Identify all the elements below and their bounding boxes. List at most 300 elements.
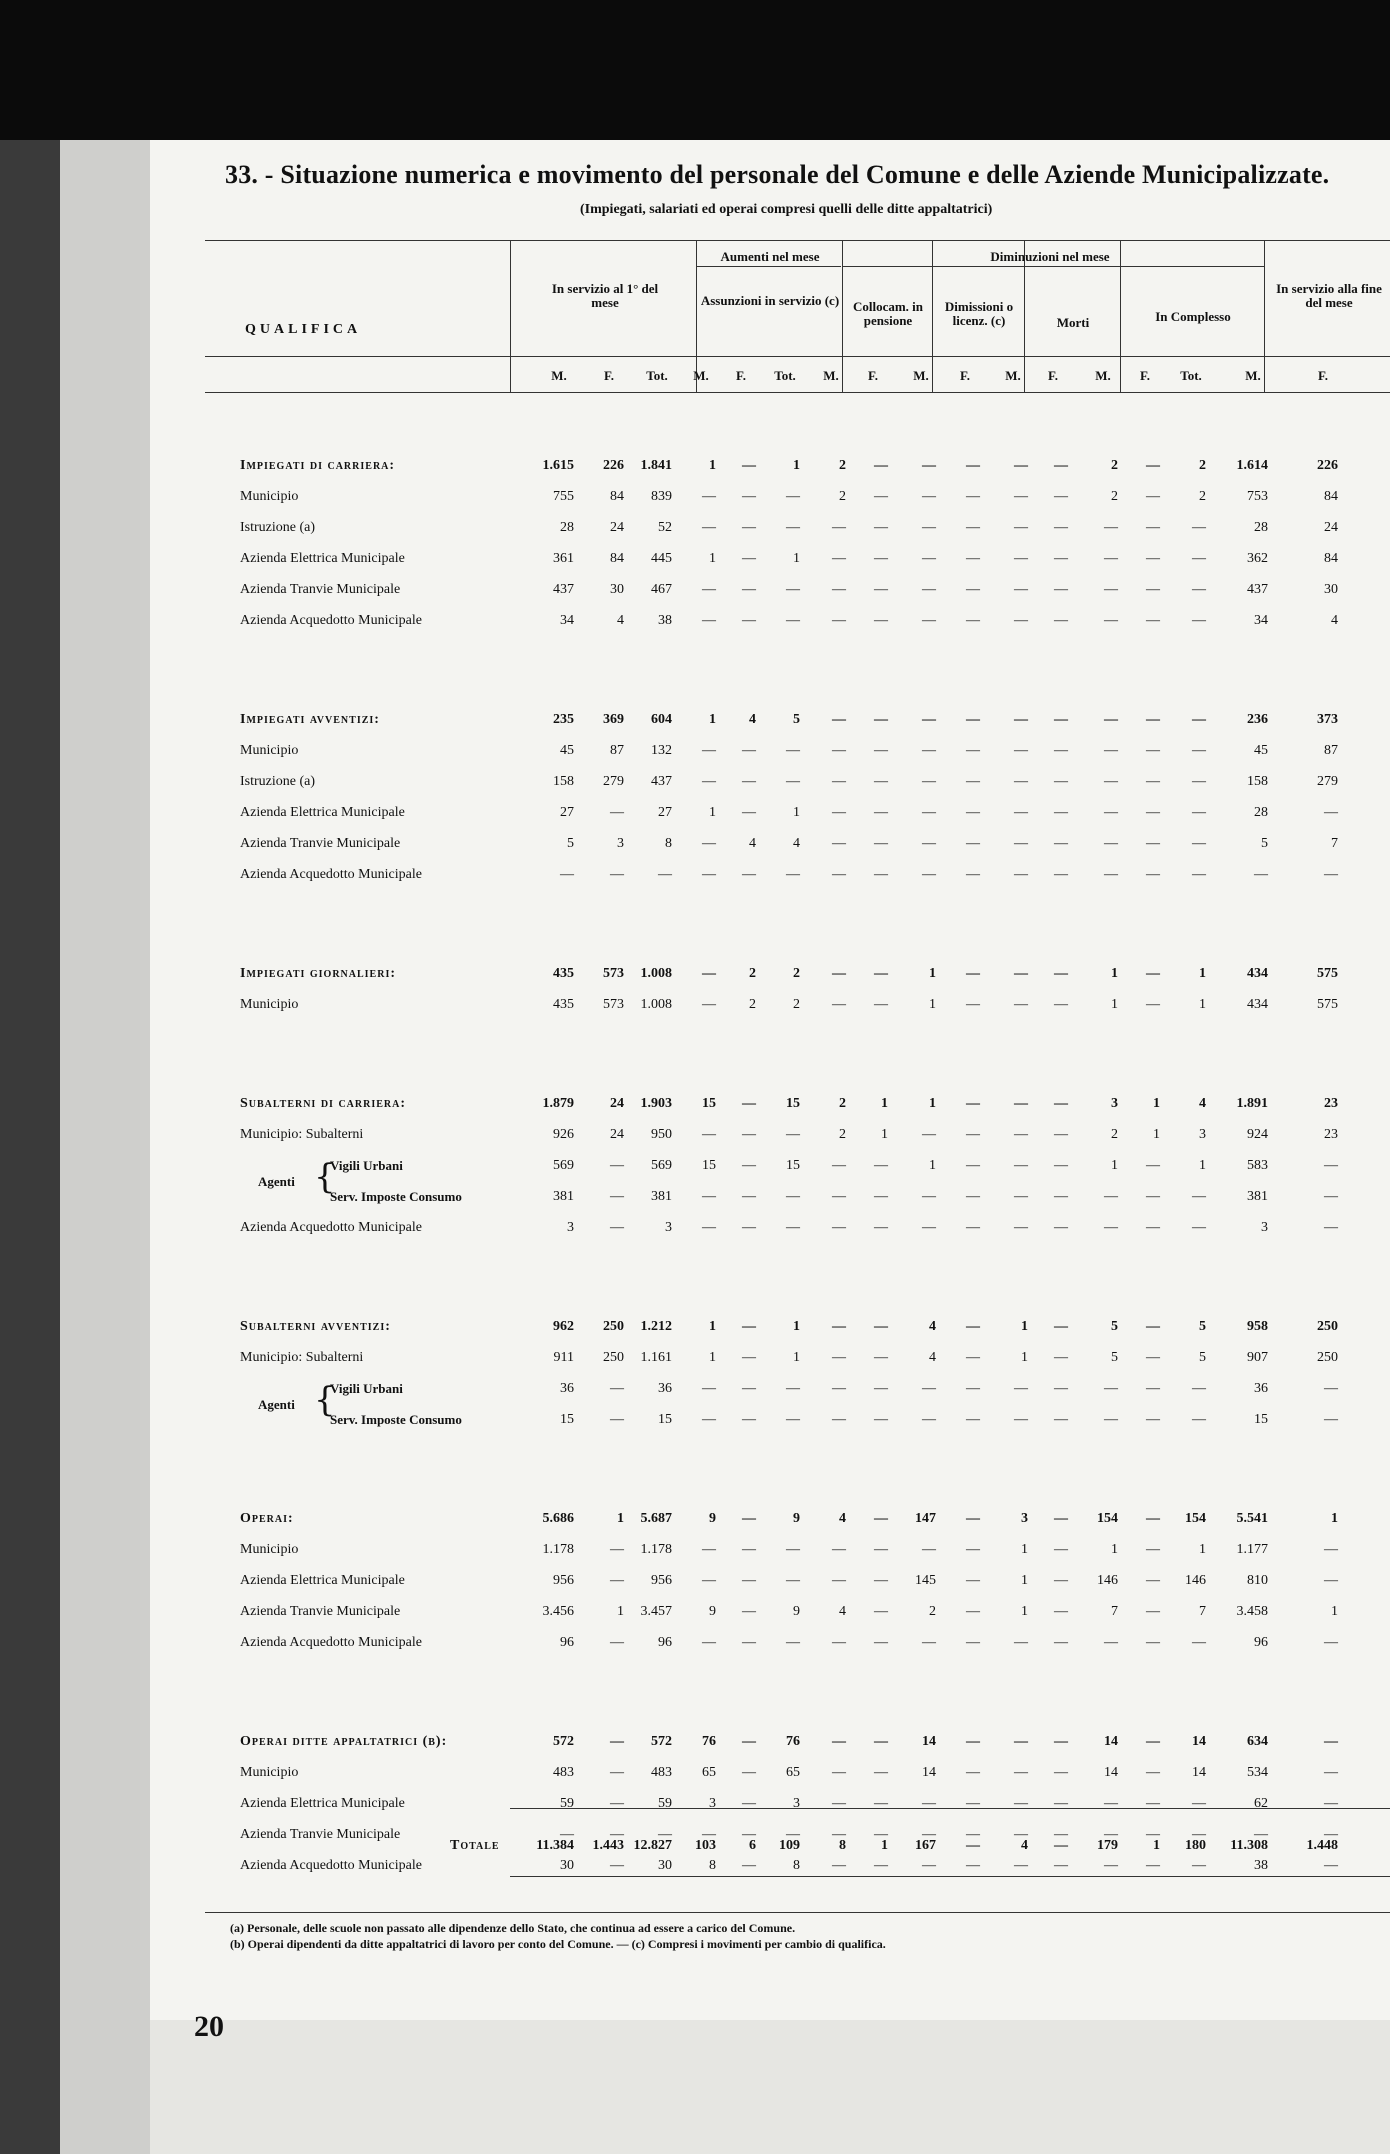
table-row-cell: 569 [553,1158,574,1173]
table-row-cell: — [1054,1573,1068,1588]
table-row-cell: 435 [553,997,574,1012]
group-total-row-cell: — [966,712,980,727]
table-row-cell: 956 [553,1573,574,1588]
totale-row-cell: 6 [749,1838,756,1853]
group-total-row-cell: 2 [839,458,846,473]
table-row-cell: — [1054,1858,1068,1873]
group-total-row-cell: — [874,712,888,727]
table-row-cell: — [966,836,980,851]
group-total-row-cell: 1 [1021,1319,1028,1334]
table-row-cell: — [742,1573,756,1588]
table-row-cell: 1.008 [640,997,672,1012]
table-row-cell: — [922,520,936,535]
table-row-cell: — [966,1220,980,1235]
table-row-cell: 5 [1261,836,1268,851]
table-row-cell: 7 [1111,1604,1118,1619]
agent-row-label: Vigili Urbani [330,1381,403,1396]
table-row-cell: 34 [560,613,574,628]
table-row-cell: — [742,774,756,789]
table-row-cell: — [832,1827,846,1842]
group-label: Impiegati giornalieri: [240,966,396,981]
table-row-cell: — [1054,613,1068,628]
table-row-cell: — [702,489,716,504]
table-row-cell: — [742,805,756,820]
table-row-cell: — [966,1412,980,1427]
table-row-cell: — [832,551,846,566]
table-row-cell: — [1104,551,1118,566]
table-row-cell: 24 [610,1127,624,1142]
group-total-row-cell: — [1146,1319,1160,1334]
table-row-cell: — [922,1220,936,1235]
table-row-cell: — [1192,582,1206,597]
table-row-cell: — [922,1635,936,1650]
subheader-11: F. [1048,368,1058,383]
group-total-row-cell: 369 [603,712,624,727]
table-row-cell: — [874,867,888,882]
table-row-cell: — [966,1765,980,1780]
table-row-cell: 158 [1247,774,1268,789]
group-total-row-cell: 1.614 [1236,458,1268,473]
table-row-cell: 362 [1247,551,1268,566]
row-label: Azienda Tranvie Municipale [240,582,401,597]
group-total-row-cell: — [1014,458,1028,473]
table-row-cell: — [786,1827,800,1842]
table-row-cell: 924 [1247,1127,1268,1142]
table-row-cell: — [1054,1412,1068,1427]
totale-row-cell: 11.308 [1230,1838,1268,1853]
table-row-cell: — [1014,1220,1028,1235]
group-label: Operai ditte appaltatrici (b): [240,1734,448,1749]
table-row-cell: 5 [567,836,574,851]
table-row-cell: 158 [553,774,574,789]
table-row-cell: 84 [610,551,624,566]
table-row-cell: — [610,1827,624,1842]
table-row-cell: — [832,774,846,789]
group-total-row-cell: 236 [1247,712,1268,727]
table-row-cell: 1 [1111,997,1118,1012]
table-row-cell: — [1324,1827,1338,1842]
table-row-cell: — [874,1412,888,1427]
group-total-row-cell: — [742,1511,756,1526]
table-row-cell: — [874,1189,888,1204]
table-row-cell: — [1014,1765,1028,1780]
table-row-cell: — [832,1412,846,1427]
group-total-row-cell: — [1104,712,1118,727]
table-row-cell: — [922,1827,936,1842]
row-label: Municipio: Subalterni [240,1350,364,1365]
table-row-cell: — [702,1542,716,1557]
table-row-cell: — [742,551,756,566]
table-row-cell: 146 [1097,1573,1118,1588]
group-total-row-cell: 147 [915,1511,936,1526]
table-row-cell: — [1104,1827,1118,1842]
row-label: Azienda Acquedotto Municipale [240,613,422,628]
agent-row-label: Serv. Imposte Consumo [330,1189,462,1204]
table-row-cell: 434 [1247,997,1268,1012]
diminuzioni-rule [842,266,1264,267]
table-row-cell: — [1192,1858,1206,1873]
table-row-cell: — [1054,1635,1068,1650]
group-total-row-cell: 4 [1199,1096,1206,1111]
in-servizio-inizio-header: In servizio al 1° del mese [551,281,659,310]
table-row-cell: — [922,489,936,504]
table-row-cell: 483 [553,1765,574,1780]
table-row-cell: — [1192,1381,1206,1396]
totale-row-cell: 1.443 [592,1838,624,1853]
group-total-row-cell: — [1054,712,1068,727]
table-row-cell: — [1146,1350,1160,1365]
table-row-cell: 38 [658,613,672,628]
table-row-cell: 3 [1261,1220,1268,1235]
table-row-cell: 575 [1317,997,1338,1012]
table-row-cell: 4 [929,1350,936,1365]
row-label: Municipio [240,1542,299,1557]
group-total-row-cell: 14 [1104,1734,1118,1749]
subheader-5: Tot. [774,368,796,383]
table-row-cell: — [1104,743,1118,758]
table-row-cell: 437 [1247,582,1268,597]
table-row-cell: 2 [839,489,846,504]
group-total-row-cell: 5.687 [640,1511,672,1526]
totale-row-cell: 180 [1185,1838,1206,1853]
group-total-row-cell: 1 [881,1096,888,1111]
table-row-cell: 839 [651,489,672,504]
page-title: 33. - Situazione numerica e movimento del personale del Comune e delle Aziende Municipalizzate. [225,160,1330,189]
table-row-cell: — [922,1381,936,1396]
table-row-cell: — [702,1189,716,1204]
footnote-a: (a) Personale, delle scuole non passato alle dipendenze dello Stato, che continua ad essere a carico del Comune. [230,1921,796,1935]
table-row-cell: 8 [793,1858,800,1873]
dimissioni-header: Dimissioni o licenz. (c) [944,299,1014,328]
table-row-cell: — [1146,1604,1160,1619]
group-total-row-cell: 250 [603,1319,624,1334]
group-total-row-cell: — [966,1734,980,1749]
table-row-cell: 84 [610,489,624,504]
table-row-cell: — [1146,1827,1160,1842]
table-row-cell: — [702,836,716,851]
table-row-cell: — [832,613,846,628]
table-row-cell: — [1146,1635,1160,1650]
group-total-row-cell: — [966,1319,980,1334]
table-row-cell: — [966,1604,980,1619]
table-row-cell: — [1104,1635,1118,1650]
table-row-cell: — [874,582,888,597]
table-row-cell: — [742,1765,756,1780]
table-row-cell: 28 [560,520,574,535]
table-row-cell: — [1146,1412,1160,1427]
group-total-row-cell: 1 [709,1319,716,1334]
table-row-cell: 14 [922,1765,936,1780]
table-row-cell: — [702,1220,716,1235]
subheader-4: F. [736,368,746,383]
table-row-cell: — [1014,1189,1028,1204]
table-row-cell: — [1014,1635,1028,1650]
table-row-cell: — [1014,774,1028,789]
totale-row-cell: 11.384 [536,1838,574,1853]
group-total-row-cell: 1 [1331,1511,1338,1526]
table-row-cell: — [1054,1542,1068,1557]
row-label: Azienda Tranvie Municipale [240,1604,401,1619]
table-row-cell: 3 [665,1220,672,1235]
group-total-row-cell: — [922,712,936,727]
table-row-cell: 30 [560,1858,574,1873]
totale-row-cell: 4 [1021,1838,1028,1853]
table-row-cell: — [610,805,624,820]
table-row-cell: 15 [560,1412,574,1427]
totale-row-cell: 1 [881,1838,888,1853]
group-total-row-cell: — [966,458,980,473]
table-row-cell: — [786,1635,800,1650]
group-total-row-cell: 24 [610,1096,624,1111]
row-label: Istruzione (a) [240,774,316,789]
table-row-cell: — [1014,1158,1028,1173]
table-row-cell: 1.178 [640,1542,672,1557]
table-row-cell: — [832,1858,846,1873]
table-row-cell: 1 [929,1158,936,1173]
table-row-cell: — [610,1412,624,1427]
totale-row-cell: 109 [779,1838,800,1853]
row-label: Municipio [240,489,299,504]
table-row-cell: — [560,1827,574,1842]
table-row-cell: 907 [1247,1350,1268,1365]
row-label: Azienda Acquedotto Municipale [240,1220,422,1235]
table-row-cell: — [1104,613,1118,628]
group-label: Subalterni avventizi: [240,1319,391,1334]
table-row-cell: 483 [651,1765,672,1780]
table-row-cell: 573 [603,997,624,1012]
table-row-cell: — [786,520,800,535]
row-label: Azienda Acquedotto Municipale [240,1635,422,1650]
table-row-cell: 65 [786,1765,800,1780]
group-total-row-cell: — [966,966,980,981]
group-total-row-cell: 4 [929,1319,936,1334]
group-total-row-cell: 154 [1185,1511,1206,1526]
table-row-cell: 3 [709,1796,716,1811]
table-row-cell: 1 [1021,1573,1028,1588]
table-row-cell: — [874,1635,888,1650]
group-total-row-cell: 1.879 [542,1096,574,1111]
group-total-row-cell: 634 [1247,1734,1268,1749]
table-row-cell: — [922,836,936,851]
table-row-cell: — [832,743,846,758]
subheader-12: M. [1095,368,1111,383]
table-row-cell: 3 [617,836,624,851]
row-label: Azienda Acquedotto Municipale [240,1858,422,1873]
table-row-cell: — [832,1158,846,1173]
table-row-cell: — [742,1158,756,1173]
table-row-cell: 8 [665,836,672,851]
table-row-cell: 4 [617,613,624,628]
table-row-cell: 62 [1254,1796,1268,1811]
table-row-cell: — [1146,1542,1160,1557]
table-row-cell: 2 [1111,489,1118,504]
table-row-cell: — [1192,743,1206,758]
table-row-cell: — [786,743,800,758]
group-total-row-cell: 1.212 [640,1319,672,1334]
table-row-cell: 1 [709,1350,716,1365]
table-row-cell: — [610,1189,624,1204]
table-row-cell: — [1324,867,1338,882]
agenti-brace: { [314,1157,336,1197]
group-total-row-cell: — [832,712,846,727]
table-row-cell: 3.457 [640,1604,672,1619]
table-row-cell: — [1014,1381,1028,1396]
header-rule-top [205,240,1390,241]
table-row-cell: — [658,1827,672,1842]
table-row-cell: 96 [658,1635,672,1650]
group-total-row-cell: — [1054,1511,1068,1526]
group-total-row-cell: — [922,458,936,473]
table-row-cell: — [1324,1796,1338,1811]
group-total-row-cell: 76 [786,1734,800,1749]
table-row-cell: 59 [658,1796,672,1811]
row-label: Azienda Elettrica Municipale [240,1573,405,1588]
table-row-cell: — [966,1858,980,1873]
table-row-cell: — [1324,1635,1338,1650]
group-total-row-cell: — [1324,1734,1338,1749]
table-row-cell: — [610,1635,624,1650]
table-row-cell: — [1324,1381,1338,1396]
table-row-cell: — [1146,613,1160,628]
group-total-row-cell: 572 [651,1734,672,1749]
table-row-cell: — [966,1573,980,1588]
table-row-cell: — [874,551,888,566]
table-row-cell: 3.456 [542,1604,574,1619]
collocam-header: Collocam. in pensione [852,299,924,328]
table-row-cell: — [922,805,936,820]
table-row-cell: — [742,1542,756,1557]
group-total-row-cell: 1.841 [640,458,672,473]
table-row-cell: 87 [1324,743,1338,758]
table-row-cell: — [1146,997,1160,1012]
table-row-cell: 132 [651,743,672,758]
table-row-cell: — [702,743,716,758]
table-row-cell: 250 [1317,1350,1338,1365]
table-row-cell: — [1104,867,1118,882]
table-row-cell: 926 [553,1127,574,1142]
group-total-row-cell: — [1054,1319,1068,1334]
group-total-row-cell: — [1146,1511,1160,1526]
table-row-cell: — [1324,1412,1338,1427]
table-row-cell: 467 [651,582,672,597]
table-row-cell: — [966,774,980,789]
table-row-cell: — [922,1412,936,1427]
table-row-cell: — [874,997,888,1012]
table-row-cell: 1 [1021,1542,1028,1557]
subheader-15: M. [1245,368,1261,383]
table-row-cell: 5 [1199,1350,1206,1365]
table-row-cell: — [874,1858,888,1873]
table-row-cell: 445 [651,551,672,566]
group-total-row-cell: — [1054,1734,1068,1749]
table-row-cell: 911 [553,1350,574,1365]
row-label: Municipio [240,997,299,1012]
subheader-8: M. [913,368,929,383]
table-row-cell: 1 [793,1350,800,1365]
header-rule-bottom [205,392,1390,393]
totale-row-cell: — [1054,1838,1068,1853]
table-row-cell: — [786,1412,800,1427]
table-row-cell: — [1146,551,1160,566]
group-total-row-cell: 2 [749,966,756,981]
table-row-cell: 4 [749,836,756,851]
table-row-cell: — [832,836,846,851]
table-row-cell: 14 [1192,1765,1206,1780]
group-total-row-cell: — [1014,712,1028,727]
table-row-cell: — [832,867,846,882]
table-row-cell: — [742,613,756,628]
totale-row-cell: 8 [839,1838,846,1853]
table-row-cell: 250 [603,1350,624,1365]
table-row-cell: 4 [839,1604,846,1619]
table-row-cell: — [1054,1796,1068,1811]
table-row-cell: 1 [793,551,800,566]
table-row-cell: — [832,1189,846,1204]
table-row-cell: — [1146,520,1160,535]
table-row-cell: — [1104,1412,1118,1427]
table-row-cell: — [1014,867,1028,882]
table-row-cell: 15 [1254,1412,1268,1427]
table-row-cell: — [966,1127,980,1142]
table-row-cell: 437 [553,582,574,597]
group-total-row-cell: 5.541 [1236,1511,1268,1526]
table-row-cell: — [742,743,756,758]
group-total-row-cell: 1.008 [640,966,672,981]
table-row-cell: — [1054,805,1068,820]
table-row-cell: — [610,1381,624,1396]
table-row-cell: — [1014,582,1028,597]
table-row-cell: 9 [793,1604,800,1619]
subheader-9: F. [960,368,970,383]
table-row-cell: — [966,520,980,535]
table-row-cell: 4 [793,836,800,851]
notes-rule [205,1912,1390,1913]
table-row-cell: — [786,867,800,882]
group-total-row-cell: 1 [1199,966,1206,981]
table-row-cell: 45 [1254,743,1268,758]
group-label: Subalterni di carriera: [240,1096,406,1111]
group-total-row-cell: 575 [1317,966,1338,981]
table-row-cell: — [874,1381,888,1396]
subheader-3: M. [693,368,709,383]
group-total-row-cell: 15 [702,1096,716,1111]
table-row-cell: — [1146,1796,1160,1811]
table-row-cell: — [610,1765,624,1780]
group-total-row-cell: — [742,1096,756,1111]
row-label: Azienda Elettrica Municipale [240,551,405,566]
table-row-cell: — [1146,774,1160,789]
page-number: 20 [194,2010,224,2043]
table-row-cell: — [922,613,936,628]
group-total-row-cell: 5.686 [542,1511,574,1526]
table-row-cell: 96 [560,1635,574,1650]
table-row-cell: 1 [1111,1158,1118,1173]
morti-header: Morti [1056,315,1090,330]
table-row-cell: — [874,1350,888,1365]
group-total-row-cell: 5 [1199,1319,1206,1334]
table-row-cell: 1 [1021,1604,1028,1619]
table-row-cell: — [1054,1381,1068,1396]
table-row-cell: — [1192,1412,1206,1427]
table-row-cell: — [874,743,888,758]
table-row-cell: 36 [560,1381,574,1396]
table-row-cell: — [742,1827,756,1842]
aumenti-header: Aumenti nel mese [720,249,820,264]
table-row-cell: — [1104,520,1118,535]
table-row-cell: — [1054,520,1068,535]
table-row-cell: — [966,1158,980,1173]
table-row-cell: 7 [1199,1604,1206,1619]
